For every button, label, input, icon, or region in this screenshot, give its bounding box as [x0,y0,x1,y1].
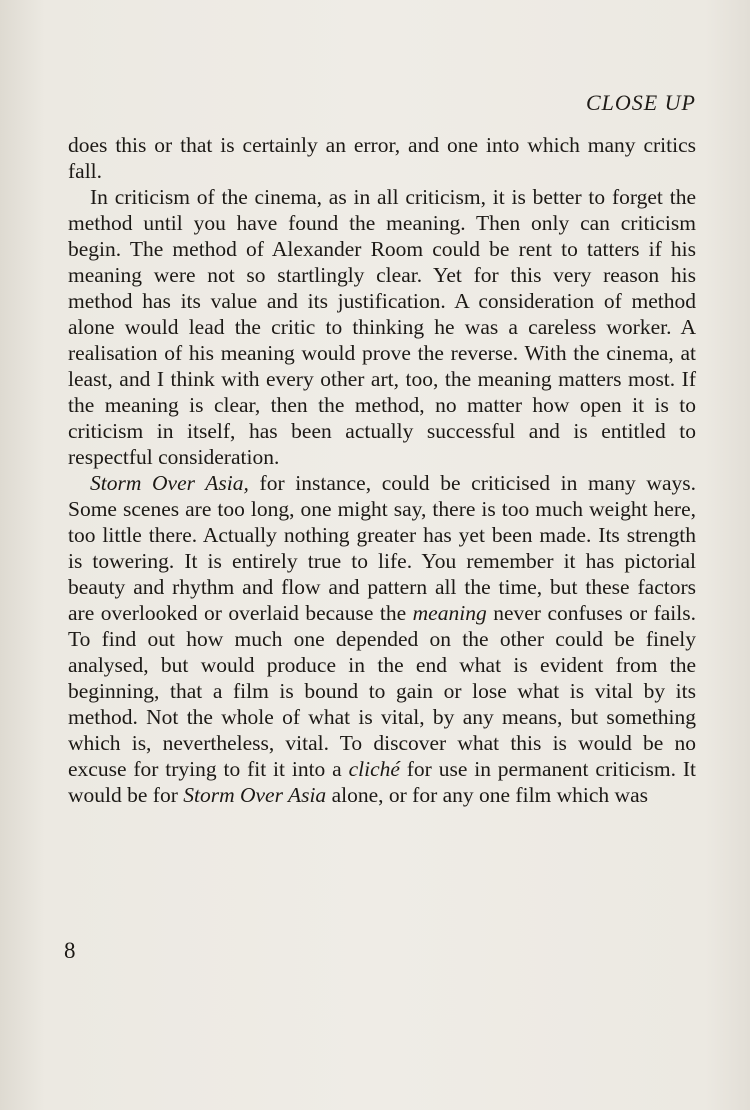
emphasis-meaning: meaning [412,601,487,625]
paragraph-storm-over-asia [68,470,696,808]
text-segment: for instance, could be criticised in many ways. Some scenes are too long, one might say, there is too much weight here, too little there. Actually nothing greater has yet been made. Its strength is towering. It is entirely true to life. You remember it has pictorial beauty and rhythm and flow and pattern all the time, but these factors are overlooked or overlaid because the [68,471,696,625]
text-segment: alone, or for any one film which was [326,783,648,807]
page-number: 8 [64,938,76,963]
film-title: Storm Over Asia [183,783,327,807]
emphasis-cliche: cliché [348,757,400,781]
body-text [68,132,696,808]
text-segment: for use in permanent criticism. It would be for [68,757,696,807]
paragraph-method-and-meaning: In criticism of the cinema, as in all criticism, it is better to forget the method until you have found the meaning. Then only can criticism begin. The method of Alexander Room could be rent to tatters if his meaning were not so startlingly clear. Yet for this very reason his method has its value and its justification. A consideration of method alone would lead the critic to thinking he was a careless worker. A realisation of his meaning would prove the reverse. With the cinema, at least, and I think with every other art, too, the meaning matters most. If the meaning is clear, then the method, no matter how open it is to criticism in itself, has been actually successful and is entitled to respectful consideration. [68,185,696,469]
paragraph-continuation: does this or that is certainly an error, and one into which many critics fall. [68,133,696,183]
film-title: Storm Over Asia, [90,471,249,495]
running-head: CLOSE UP [585,90,696,115]
text-segment: never confuses or fails. To find out how much one depended on the other could be finely analysed, but would produce in the end what is evident from the beginning, that a film is bound to gain or lose what is vital by its method. Not the whole of what is vital, by any means, but something which is, nevertheless, vital. To discover what this is would be no excuse for trying to fit it into a [68,601,696,781]
